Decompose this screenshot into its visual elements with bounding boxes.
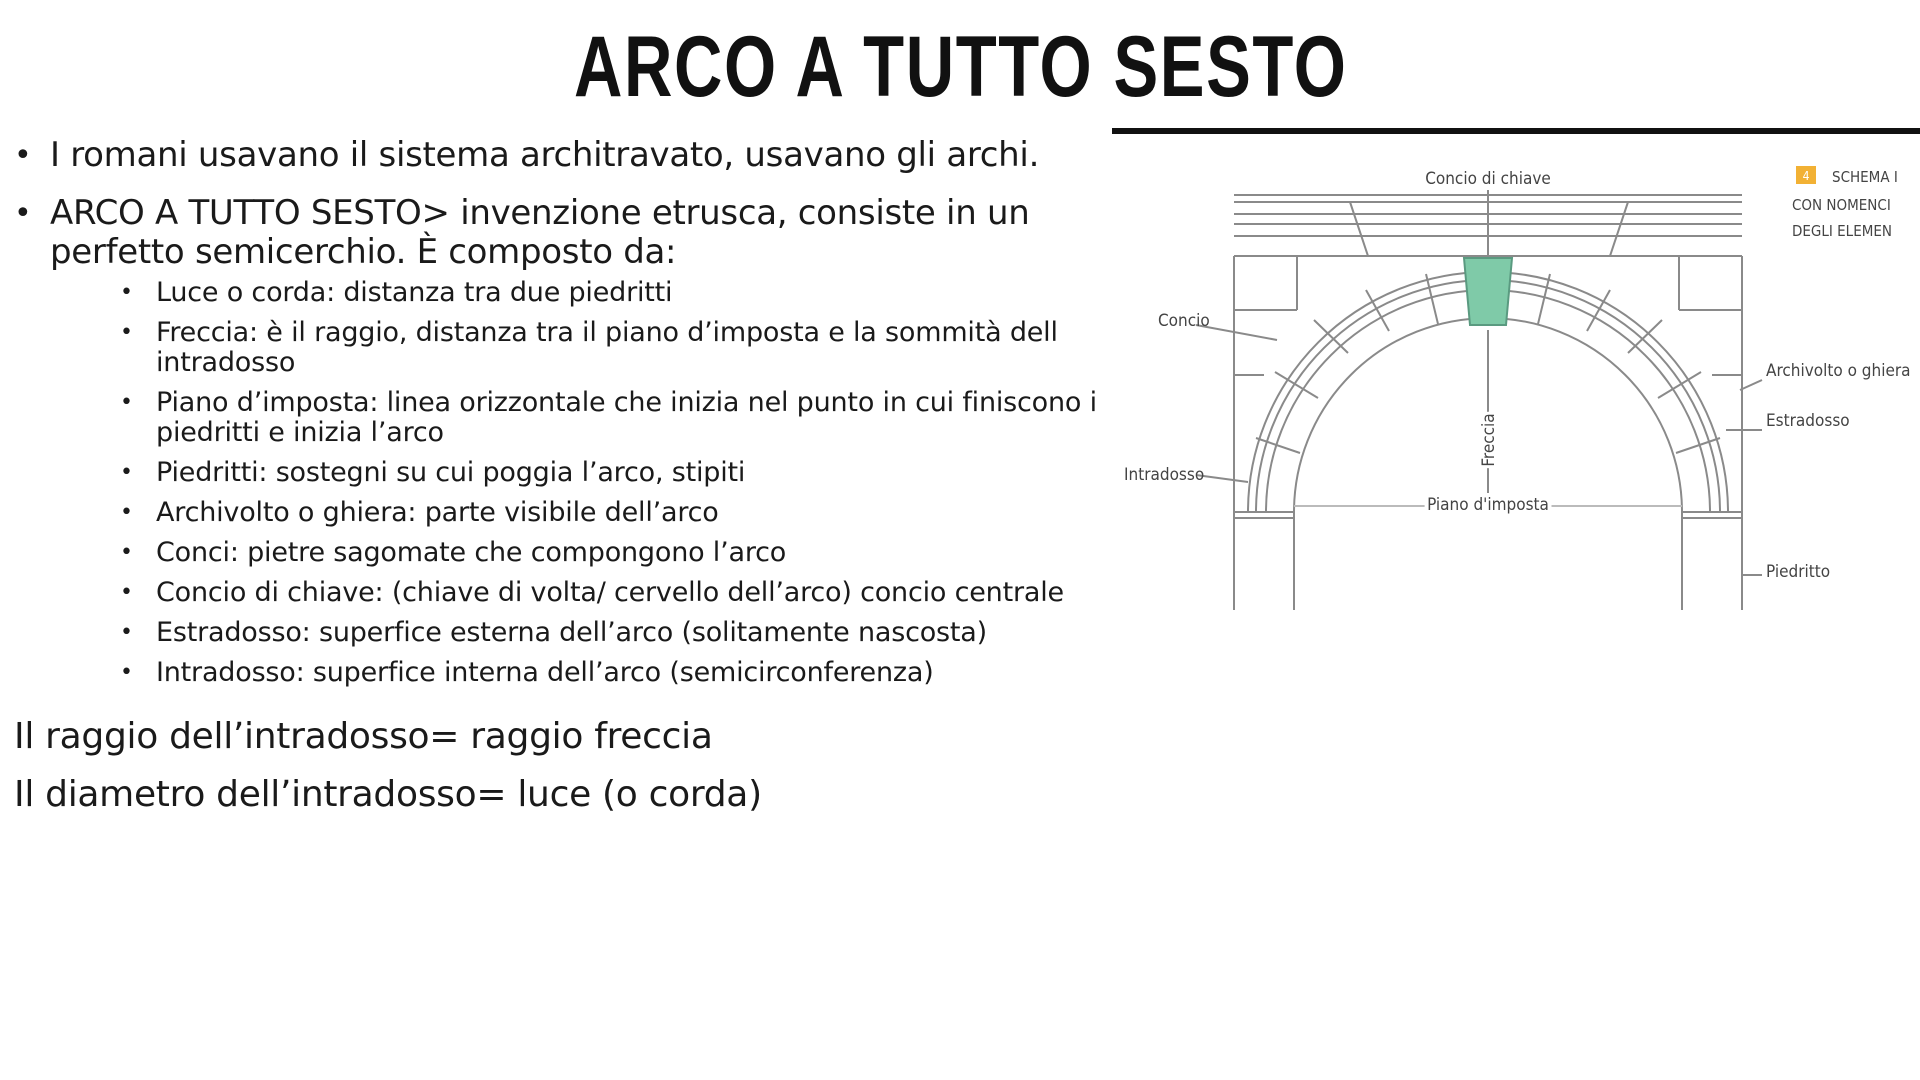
main-bullet-list	[14, 136, 1104, 688]
schema-caption-line-3: DEGLI ELEMEN	[1792, 222, 1892, 240]
note-diametro: Il diametro dell’intradosso= luce (o corda)	[14, 774, 762, 815]
notes	[14, 716, 762, 832]
label-piano-imposta: Piano d'imposta	[1427, 495, 1549, 515]
keystone-shape	[1464, 258, 1512, 325]
label-piedritto: Piedritto	[1766, 562, 1831, 582]
sub-bullet-archivolto: • Archivolto o ghiera: parte visibile dell’arco	[120, 498, 1104, 528]
sub-bullet-conci: • Conci: pietre sagomate che compongono l’arco	[120, 538, 1104, 568]
arch-diagram	[1112, 140, 1920, 620]
label-concio: Concio	[1158, 311, 1210, 331]
label-concio-chiave: Concio di chiave	[1425, 169, 1551, 189]
label-intradosso: Intradosso	[1124, 465, 1205, 485]
sub-bullet-concio-chiave: • Concio di chiave: (chiave di volta/ cervello dell’arco) concio centrale	[120, 578, 1104, 608]
sub-bullet-estradosso: • Estradosso: superfice esterna dell’arco (solitamente nascosta)	[120, 618, 1104, 648]
bullet-text: ARCO A TUTTO SESTO> invenzione etrusca, consiste in un perfetto semicerchio. È composto da:	[50, 193, 1030, 272]
sub-bullet-piedritti: • Piedritti: sostegni su cui poggia l’arco, stipiti	[120, 458, 1104, 488]
sub-bullet-intradosso: • Intradosso: superfice interna dell’arco (semicirconferenza)	[120, 658, 1104, 688]
sub-bullet-luce: • Luce o corda: distanza tra due piedritti	[120, 278, 1104, 308]
page-title: ARCO A TUTTO SESTO	[574, 19, 1348, 115]
label-freccia: Freccia	[1479, 413, 1499, 467]
schema-caption-line-2: CON NOMENCI	[1792, 196, 1891, 214]
schema-badge-number: 4	[1802, 169, 1810, 183]
schema-caption-line-1: SCHEMA I	[1832, 168, 1898, 186]
sub-bullet-freccia: • Freccia: è il raggio, distanza tra il piano d’imposta e la sommità dell intradosso	[120, 318, 1104, 378]
text-content	[14, 136, 1104, 707]
bullet-text: I romani usavano il sistema architravato, usavano gli archi.	[50, 135, 1040, 175]
label-estradosso: Estradosso	[1766, 411, 1850, 431]
bullet-romani	[14, 136, 1104, 175]
title-divider	[1112, 128, 1920, 134]
label-archivolto: Archivolto o ghiera	[1766, 361, 1911, 381]
bullet-arco	[14, 194, 1104, 688]
components-list	[50, 278, 1104, 688]
note-raggio: Il raggio dell’intradosso= raggio freccia	[14, 716, 713, 757]
sub-bullet-piano-imposta: • Piano d’imposta: linea orizzontale che inizia nel punto in cui finiscono i piedritti e inizia l’arco	[120, 388, 1104, 448]
